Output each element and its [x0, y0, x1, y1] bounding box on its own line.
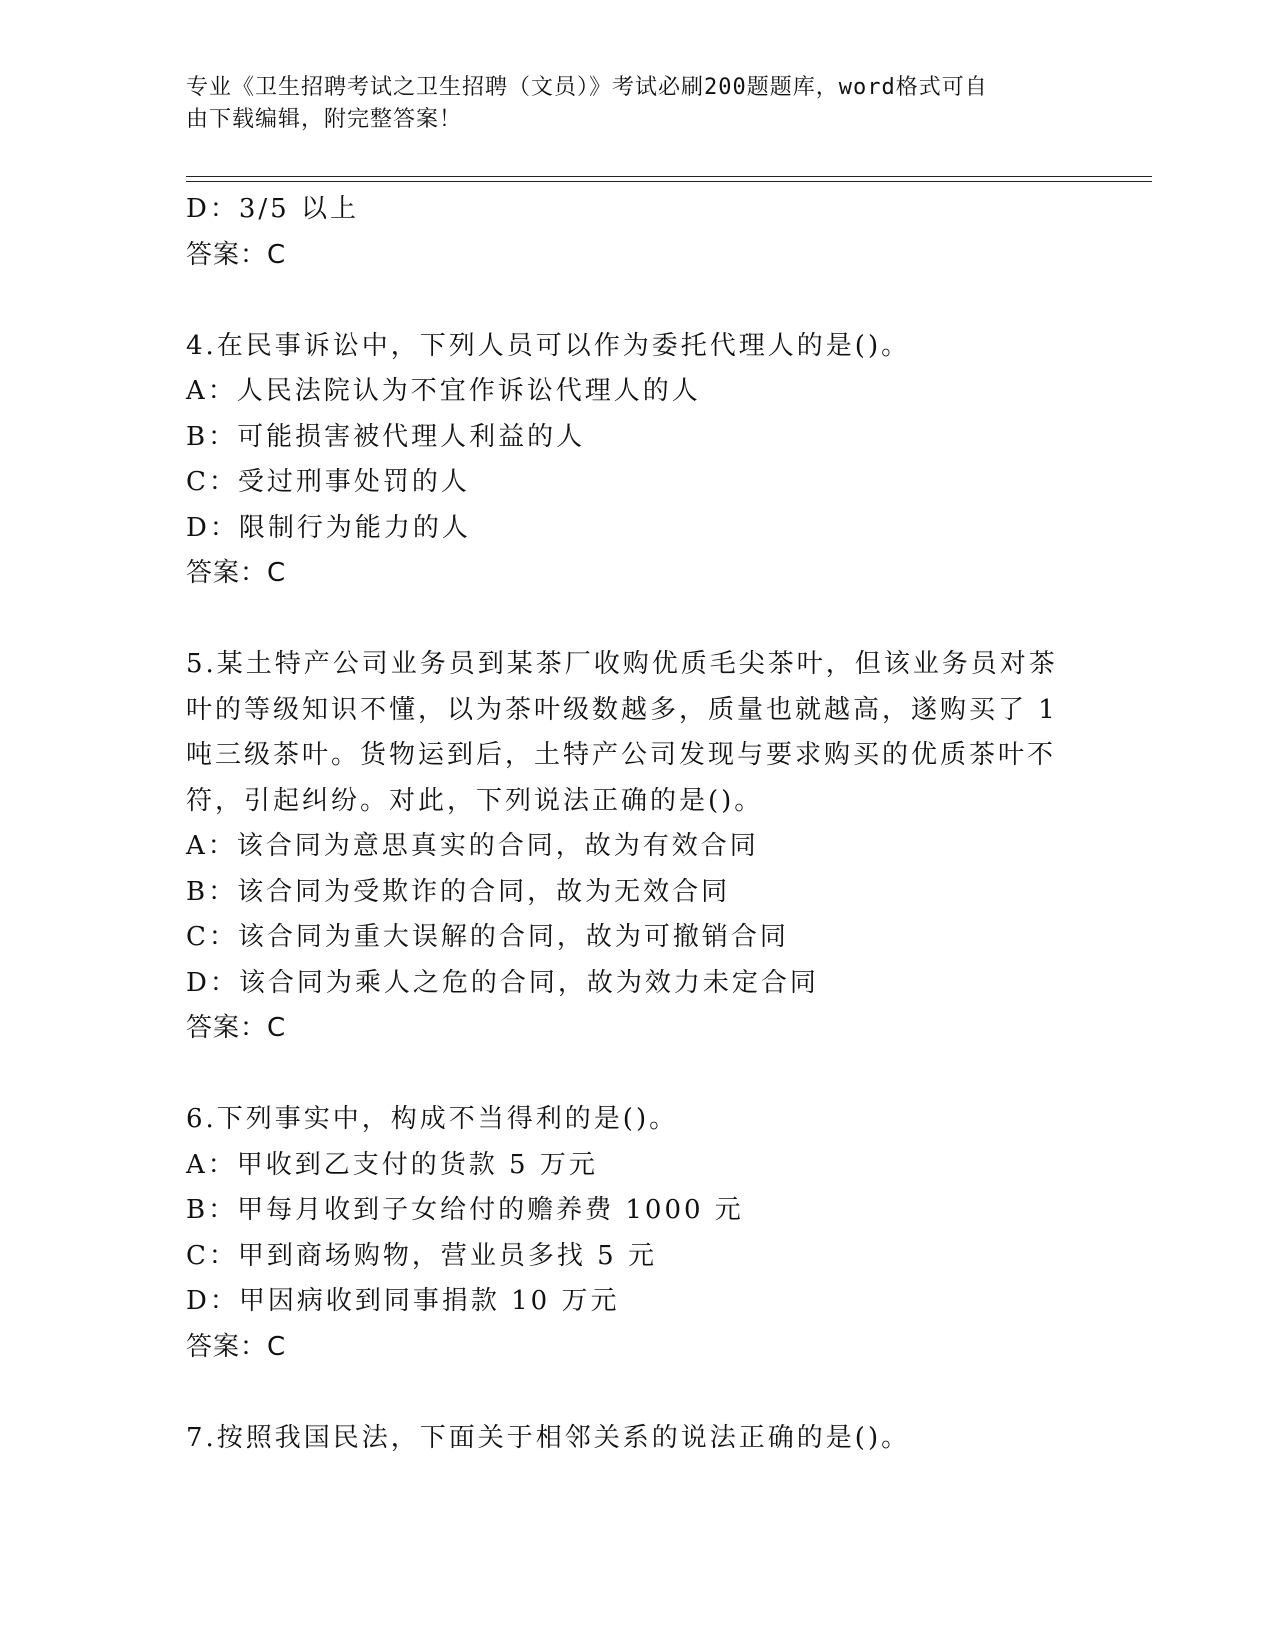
option-a: A：该合同为意思真实的合同，故为有效合同: [186, 831, 759, 861]
header-title-line-2: 由下载编辑，附完整答案！: [186, 107, 463, 132]
answer-line: 答案：C: [186, 1331, 287, 1362]
header-double-rule: [186, 176, 1152, 182]
question-6: [186, 1097, 1066, 1370]
option-a: A：甲收到乙支付的货款 5 万元: [186, 1149, 598, 1180]
option-a: A：人民法院认为不宜作诉讼代理人的人: [186, 376, 701, 406]
question-content: [186, 187, 1066, 1461]
header-title-line-1: 专业《卫生招聘考试之卫生招聘（文员）》考试必刷200题题库，word格式可自: [186, 75, 988, 100]
option-d: D：该合同为乘人之危的合同，故为效力未定合同: [186, 967, 819, 998]
question-stem: 6.下列事实中，构成不当得利的是()。: [186, 1104, 679, 1134]
question-stem-line-1: 5.某土特产公司业务员到某茶厂收购优质毛尖茶叶，但该业务员对茶: [186, 649, 1058, 679]
answer-line: 答案：C: [186, 1013, 287, 1043]
option-d: D：3/5 以上: [186, 194, 359, 224]
answer-line: 答案：C: [186, 239, 287, 270]
spacer: [186, 278, 1066, 324]
option-b: B：该合同为受欺诈的合同，故为无效合同: [186, 876, 731, 907]
question-stem: 7.按照我国民法，下面关于相邻关系的说法正确的是()。: [186, 1422, 911, 1453]
option-b: B：可能损害被代理人利益的人: [186, 421, 586, 452]
question-stem: 4.在民事诉讼中，下列人员可以作为委托代理人的是()。: [186, 330, 911, 361]
option-c: C：甲到商场购物，营业员多找 5 元: [186, 1240, 657, 1271]
option-b: B：甲每月收到子女给付的赡养费 1000 元: [186, 1195, 744, 1225]
question-stem-line-4: 符，引起纠纷。对此，下列说法正确的是()。: [186, 785, 764, 816]
question-7: [186, 1416, 1066, 1462]
spacer: [186, 1370, 1066, 1416]
answer-line: 答案：C: [186, 558, 287, 588]
question-stem-line-2: 叶的等级知识不懂，以为茶叶级数越多，质量也就越高，遂购买了 1: [186, 694, 1058, 725]
spacer: [186, 597, 1066, 643]
question-4: [186, 324, 1066, 597]
option-c: C：该合同为重大误解的合同，故为可撤销合同: [186, 922, 789, 952]
document-header: [186, 72, 1066, 136]
option-c: C：受过刑事处罚的人: [186, 467, 470, 497]
spacer: [186, 1052, 1066, 1098]
question-stem-line-3: 吨三级茶叶。货物运到后，土特产公司发现与要求购买的优质茶叶不: [186, 740, 1057, 770]
question-5: [186, 642, 1066, 1052]
option-d: D：甲因病收到同事捐款 10 万元: [186, 1286, 620, 1316]
option-d: D：限制行为能力的人: [186, 512, 471, 543]
